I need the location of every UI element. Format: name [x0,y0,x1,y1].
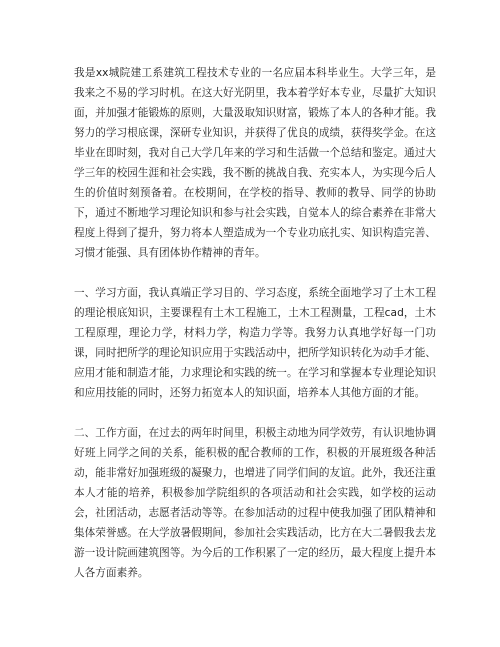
document-body [74,63,436,583]
paragraph-intro: 我是xx城院建工系建筑工程技术专业的一名应届本科毕业生。大学三年，是我来之不易的学习时机。在这大好光阴里，我本着学好本专业，尽量扩大知识面，并加强才能锻炼的原则，大量汲取知识财富，锻炼了本人的各种才能。我努力的学习根底课，深研专业知识，并获得了优良的成绩，获得奖学金。在这毕业在即时刻，我对自己大学几年来的学习和生活做一个总结和鉴定。通过大学三年的校园生涯和社会实践，我不断的挑战自我、充实本人，为实现今后人生的价值时刻预备着。在校期间，在学校的指导、教师的教导、同学的协助下，通过不断地学习理论知识和参与社会实践，自觉本人的综合素养在非常大程度上得到了提升，努力将本人塑造成为一个专业功底扎实、知识构造完善、习惯才能强、具有团体协作精神的青年。 [74,67,436,259]
paragraph-study: 一、学习方面，我认真端正学习目的、学习态度，系统全面地学习了土木工程的理论根底知识，主要课程有土木工程施工，土木工程测量，工程cad，土木工程原理，理论力学，材料力学，构造力学等。我努力认真地学好每一门功课，同时把所学的理论知识应用于实践活动中，把所学知识转化为动手才能、应用才能和制造才能，力求理论和实践的统一。在学习和掌握本专业理论知识和应用技能的同时，还努力拓宽本人的知识面，培养本人其他方面的才能。 [74,287,436,399]
paragraph-work: 二、工作方面，在过去的两年时间里，积极主动地为同学效劳，有认识地协调好班上同学之间的关系，能积极的配合教师的工作，积极的开展班级各种活动，能非常好加强班级的凝聚力，也增进了同学们间的友谊。此外，我还注重本人才能的培养，积极参加学院组织的各项活动和社会实践，如学校的运动会，社团活动，志愿者活动等等。在参加活动的过程中使我加强了团队精神和集体荣誉感。在大学放暑假期间，参加社会实践活动，比方在大二暑假我去龙游一设计院画建筑图等。为今后的工作积累了一定的经历，最大程度上提升本人各方面素养。 [74,427,436,579]
